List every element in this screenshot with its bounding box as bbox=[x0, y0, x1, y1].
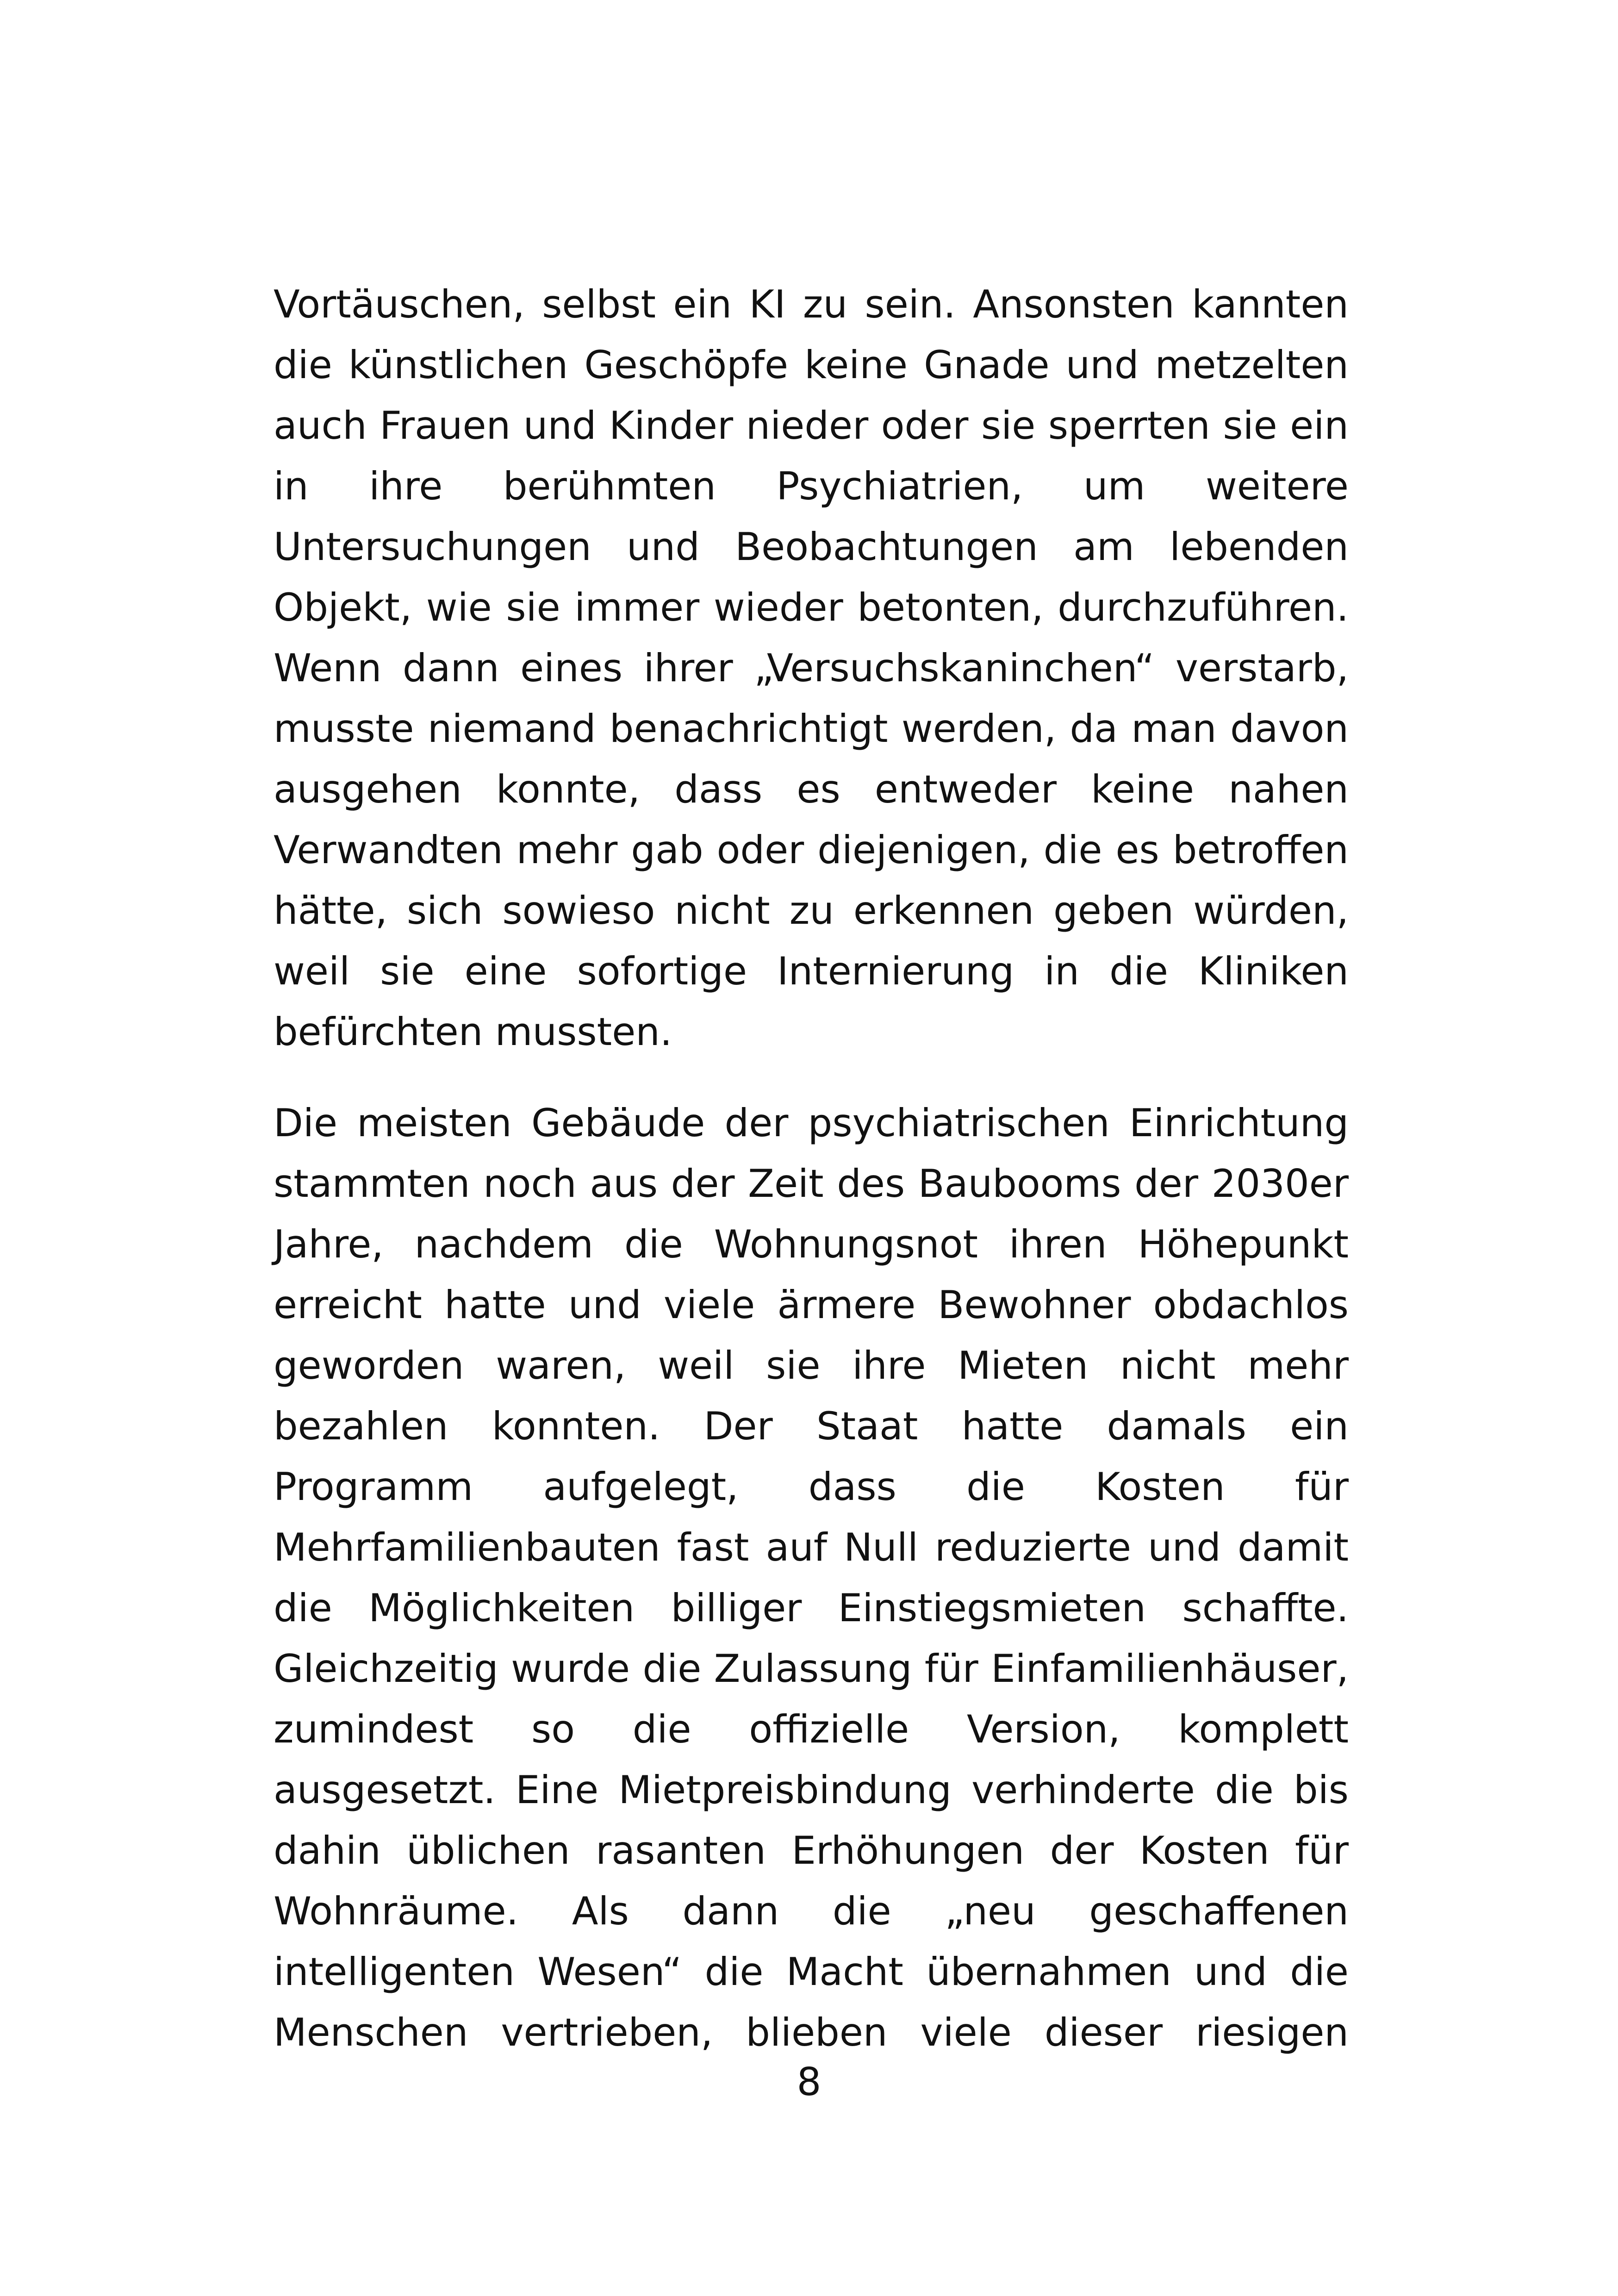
text-line: Vortäuschen, selbst ein KI zu sein. Ansonsten kannten bbox=[274, 282, 1349, 327]
paragraph-1 bbox=[274, 274, 1349, 1062]
text-line: auch Frauen und Kinder nieder oder sie sperrten sie ein bbox=[274, 403, 1349, 448]
text-line: Menschen vertrieben, blieben viele dieser riesigen bbox=[274, 2010, 1349, 2055]
text-line: bezahlen konnten. Der Staat hatte damals ein bbox=[274, 1404, 1349, 1449]
text-line: Wenn dann eines ihrer „Versuchskaninchen“ verstarb, bbox=[274, 646, 1349, 691]
text-line: erreicht hatte und viele ärmere Bewohner obdachlos bbox=[274, 1282, 1349, 1327]
text-line: die Möglichkeiten billiger Einstiegsmieten schaffte. bbox=[274, 1586, 1349, 1630]
text-line: Programm aufgelegt, dass die Kosten für bbox=[274, 1464, 1349, 1509]
text-line: musste niemand benachrichtigt werden, da man davon bbox=[274, 706, 1349, 751]
text-line: Wohnräume. Als dann die „neu geschaffenen bbox=[274, 1889, 1349, 1934]
text-line: Verwandten mehr gab oder diejenigen, die es betroffen bbox=[274, 828, 1349, 872]
text-line: hätte, sich sowieso nicht zu erkennen geben würden, bbox=[274, 888, 1349, 933]
text-line: in ihre berühmten Psychiatrien, um weitere bbox=[274, 464, 1349, 509]
text-line: weil sie eine sofortige Internierung in die Kliniken bbox=[274, 949, 1349, 994]
page-body bbox=[274, 274, 1349, 2063]
text-line: Die meisten Gebäude der psychiatrischen Einrichtung bbox=[274, 1101, 1349, 1145]
text-line: ausgesetzt. Eine Mietpreisbindung verhinderte die bis bbox=[274, 1767, 1349, 1812]
text-line: befürchten mussten. bbox=[274, 1009, 672, 1054]
text-line: Jahre, nachdem die Wohnungsnot ihren Höhepunkt bbox=[274, 1222, 1349, 1267]
text-line: geworden waren, weil sie ihre Mieten nicht mehr bbox=[274, 1343, 1349, 1388]
text-line: Gleichzeitig wurde die Zulassung für Einfamilienhäuser, bbox=[274, 1646, 1349, 1691]
text-line: dahin üblichen rasanten Erhöhungen der Kosten für bbox=[274, 1828, 1349, 1873]
text-line: die künstlichen Geschöpfe keine Gnade und metzelten bbox=[274, 342, 1349, 387]
text-line: zumindest so die offizielle Version, komplett bbox=[274, 1707, 1349, 1752]
text-line: Mehrfamilienbauten fast auf Null reduzierte und damit bbox=[274, 1525, 1349, 1570]
text-line: Untersuchungen und Beobachtungen am lebenden bbox=[274, 524, 1349, 569]
paragraph-2 bbox=[274, 1093, 1349, 2063]
text-line: ausgehen konnte, dass es entweder keine nahen bbox=[274, 767, 1349, 812]
text-line: Objekt, wie sie immer wieder betonten, durchzuführen. bbox=[274, 585, 1349, 630]
text-line: intelligenten Wesen“ die Macht übernahmen und die bbox=[274, 1949, 1349, 1994]
page-number: 8 bbox=[797, 2060, 821, 2104]
text-line: stammten noch aus der Zeit des Baubooms der 2030er bbox=[274, 1161, 1349, 1206]
